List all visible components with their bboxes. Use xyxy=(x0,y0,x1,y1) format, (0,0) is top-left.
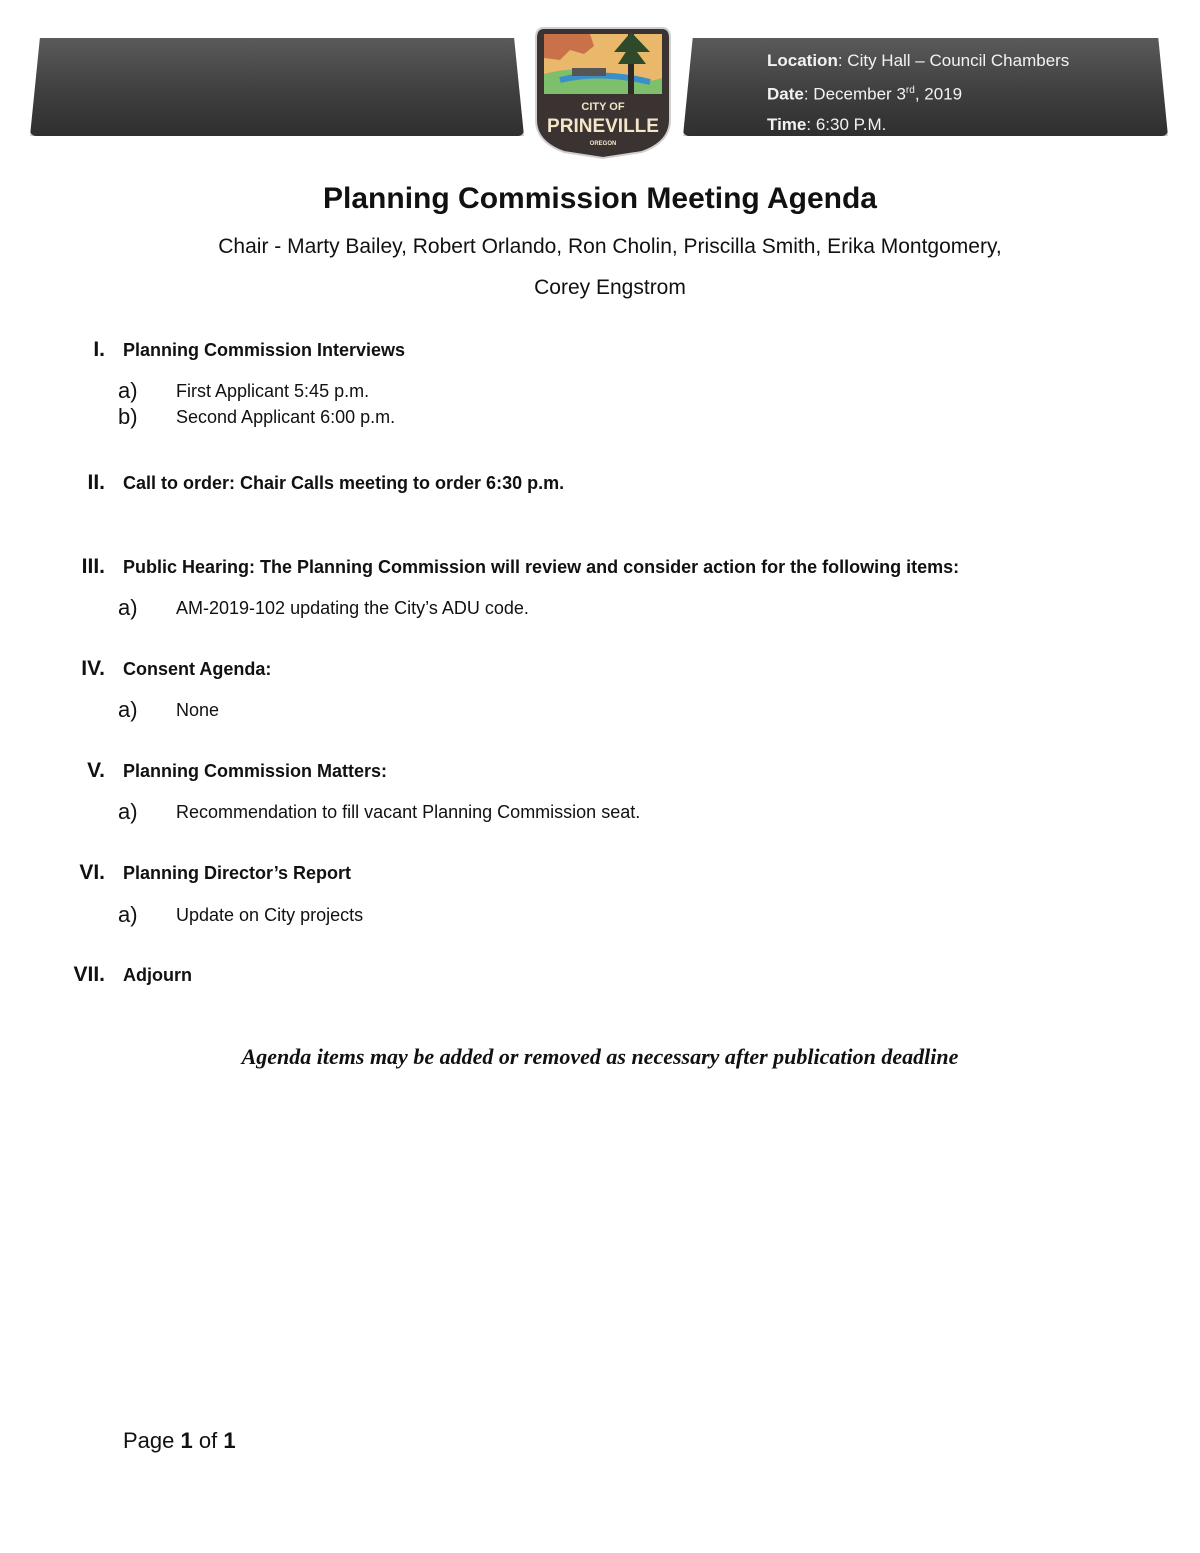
publication-notice: Agenda items may be added or removed as necessary after publication deadline xyxy=(241,1044,959,1069)
section-title: Call to order: Chair Calls meeting to order 6:30 p.m. xyxy=(123,473,565,493)
page-number: 1 xyxy=(180,1428,193,1453)
logo-text-city-of: CITY OF xyxy=(581,101,625,113)
item-text: Second Applicant 6:00 p.m. xyxy=(176,407,396,427)
members-line-1: Chair - Marty Bailey, Robert Orlando, Ron Cholin, Priscilla Smith, Erika Montgomery, xyxy=(218,235,1002,258)
item-letter: b) xyxy=(118,404,138,429)
section-numeral: VII. xyxy=(73,963,105,986)
page-title: Planning Commission Meeting Agenda xyxy=(323,182,877,215)
section-title: Planning Commission Interviews xyxy=(123,340,406,360)
city-logo-icon xyxy=(530,24,676,160)
members-line-2: Corey Engstrom xyxy=(534,276,686,299)
section-numeral: I. xyxy=(93,338,105,361)
section-numeral: II. xyxy=(87,471,105,494)
page-footer xyxy=(123,1428,236,1454)
date-line: Date: December 3rd, 2019 xyxy=(767,84,963,104)
page-word: Page xyxy=(123,1428,175,1453)
section-numeral: III. xyxy=(81,555,105,578)
logo-text-oregon: OREGON xyxy=(589,141,617,147)
item-text: AM-2019-102 updating the City’s ADU code. xyxy=(176,598,529,618)
logo-text-prineville: PRINEVILLE xyxy=(547,116,659,137)
section-title: Planning Director’s Report xyxy=(123,863,352,883)
item-letter: a) xyxy=(118,378,138,403)
item-text: First Applicant 5:45 p.m. xyxy=(176,381,370,401)
item-letter: a) xyxy=(118,595,138,620)
item-letter: a) xyxy=(118,902,138,927)
time-line: Time: 6:30 P.M. xyxy=(767,114,887,134)
header-banner-left xyxy=(30,38,524,136)
item-text: Recommendation to fill vacant Planning Commission seat. xyxy=(176,802,641,822)
item-letter: a) xyxy=(118,799,138,824)
section-title: Public Hearing: The Planning Commission will review and consider action for the following items: xyxy=(123,557,960,577)
of-word: of xyxy=(198,1428,218,1453)
commission-members xyxy=(150,226,1070,308)
section-title: Planning Commission Matters: xyxy=(123,761,388,781)
page-total: 1 xyxy=(223,1428,236,1453)
section-title: Consent Agenda: xyxy=(123,659,272,679)
location-line: Location: City Hall – Council Chambers xyxy=(767,51,1070,70)
section-title: Adjourn xyxy=(123,965,192,985)
meeting-info xyxy=(767,46,1069,140)
item-text: Update on City projects xyxy=(176,905,364,925)
section-numeral: VI. xyxy=(79,861,105,884)
section-numeral: V. xyxy=(87,759,105,782)
city-logo xyxy=(530,24,676,160)
section-numeral: IV. xyxy=(81,657,105,680)
item-letter: a) xyxy=(118,697,138,722)
item-text: None xyxy=(176,700,220,720)
